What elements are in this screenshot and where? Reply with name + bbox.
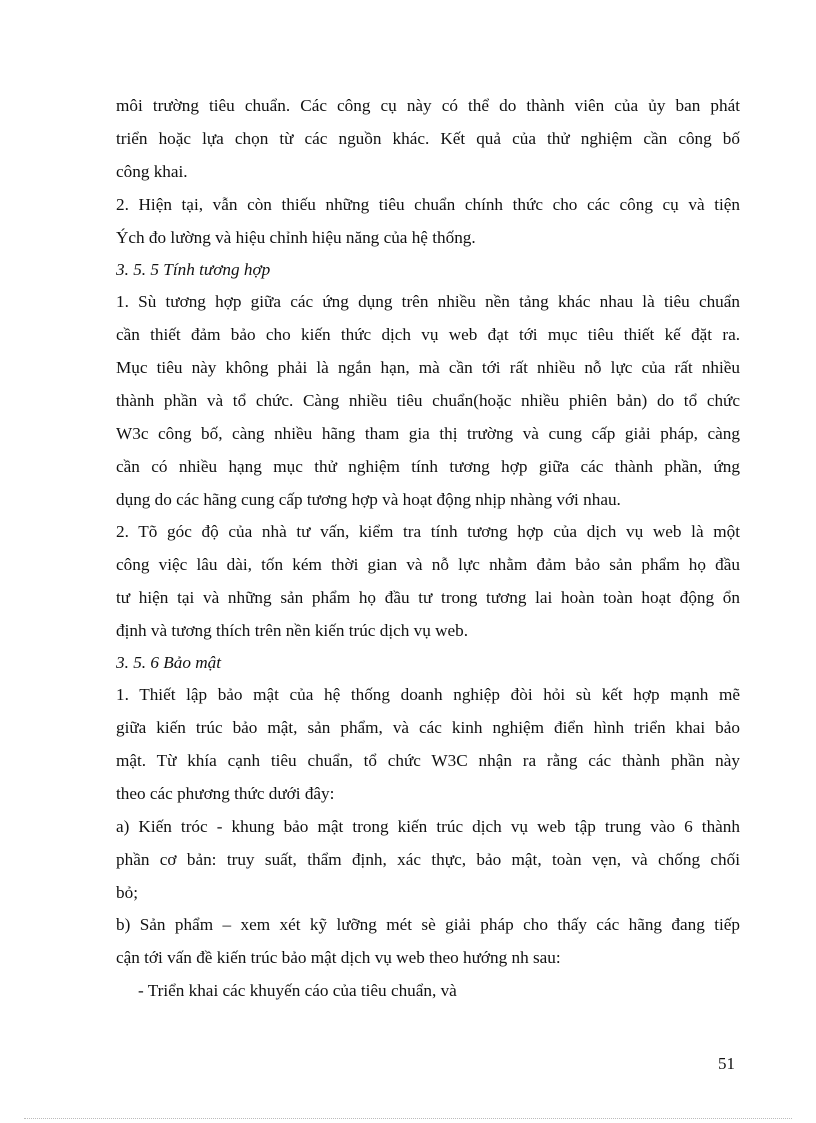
text-line: 1. Sù tương hợp giữa các ứng dụng trên nhiều nền tảng khác nhau là tiêu chuẩn bbox=[116, 292, 740, 311]
text-line: cận tới vấn đề kiến trúc bảo mật dịch vụ web theo hướng nh sau: bbox=[116, 948, 561, 967]
text-line: mật. Từ khía cạnh tiêu chuẩn, tổ chức W3C nhận ra rằng các thành phần này bbox=[116, 751, 740, 770]
bullet-line: - Triển khai các khuyến cáo của tiêu chuẩn, và bbox=[138, 981, 457, 1000]
text-line: cần thiết đảm bảo cho kiến thức dịch vụ web đạt tới mục tiêu thiết kế đặt ra. bbox=[116, 325, 740, 344]
text-line: định và tương thích trên nền kiến trúc dịch vụ web. bbox=[116, 621, 469, 640]
page-bottom-divider bbox=[24, 1118, 792, 1119]
section-heading: 3. 5. 5 Tính tương hợp bbox=[116, 260, 271, 279]
text-line: cần có nhiều hạng mục thử nghiệm tính tương hợp giữa các thành phần, ứng bbox=[116, 457, 740, 476]
text-line: thành phần và tổ chức. Càng nhiều tiêu chuẩn(hoặc nhiều phiên bản) do tổ chức bbox=[116, 391, 740, 410]
text-line: W3c công bố, càng nhiều hãng tham gia thị trường và cung cấp giải pháp, càng bbox=[116, 424, 740, 443]
text-line: Ých đo lường và hiệu chỉnh hiệu năng của hệ thống. bbox=[116, 228, 476, 247]
text-line: công khai. bbox=[116, 162, 188, 181]
text-line: Mục tiêu này không phải là ngắn hạn, mà cần tới rất nhiều nỗ lực của rất nhiều bbox=[116, 358, 740, 377]
section-heading: 3. 5. 6 Bảo mật bbox=[116, 653, 222, 672]
text-line: 2. Hiện tại, vẫn còn thiếu những tiêu chuẩn chính thức cho các công cụ và tiện bbox=[116, 195, 740, 214]
text-line: dụng do các hãng cung cấp tương hợp và hoạt động nhịp nhàng với nhau. bbox=[116, 490, 621, 509]
text-line: 1. Thiết lập bảo mật của hệ thống doanh nghiệp đòi hỏi sù kết hợp mạnh mẽ bbox=[116, 685, 740, 704]
text-line: triển hoặc lựa chọn từ các nguồn khác. Kết quả của thử nghiệm cần công bố bbox=[116, 129, 740, 148]
page-number: 51 bbox=[718, 1054, 735, 1073]
text-line: môi trường tiêu chuẩn. Các công cụ này có thể do thành viên của ủy ban phát bbox=[116, 96, 740, 115]
text-line: b) Sản phẩm – xem xét kỹ lưỡng mét sè giải pháp cho thấy các hãng đang tiếp bbox=[116, 915, 740, 934]
text-line: theo các phương thức dưới đây: bbox=[116, 784, 335, 803]
text-line: bỏ; bbox=[116, 883, 138, 902]
text-line: tư hiện tại và những sản phẩm họ đầu tư trong tương lai hoàn toàn hoạt động ổn bbox=[116, 588, 740, 607]
text-line: giữa kiến trúc bảo mật, sản phẩm, và các kinh nghiệm điển hình triển khai bảo bbox=[116, 718, 740, 737]
text-line: 2. Tõ góc độ của nhà tư vấn, kiểm tra tính tương hợp của dịch vụ web là một bbox=[116, 522, 740, 541]
text-line: phần cơ bản: truy suất, thẩm định, xác thực, bảo mật, toàn vẹn, và chống chối bbox=[116, 850, 740, 869]
text-line: công việc lâu dài, tốn kém thời gian và nỗ lực nhằm đảm bảo sản phẩm họ đầu bbox=[116, 555, 740, 574]
text-line: a) Kiến tróc - khung bảo mật trong kiến trúc dịch vụ web tập trung vào 6 thành bbox=[116, 817, 740, 836]
